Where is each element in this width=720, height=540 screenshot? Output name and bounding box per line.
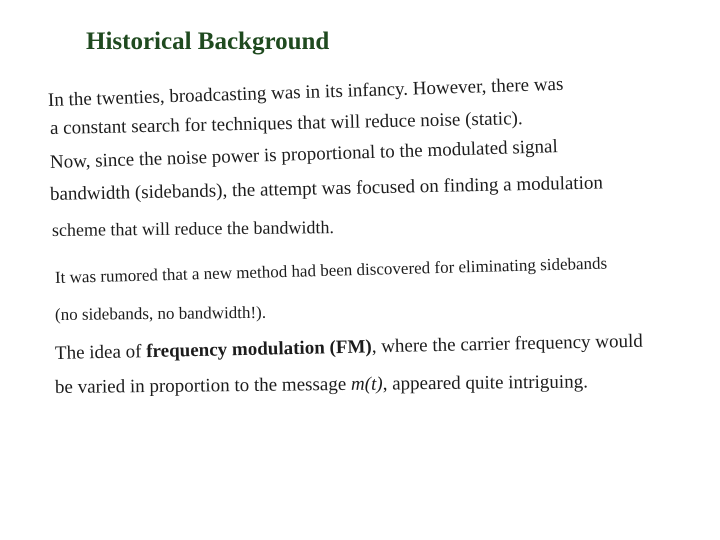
paragraph-4-line-1	[55, 331, 643, 365]
paragraph-2-line-1: Now, since the noise power is proportional to the modulated signal	[49, 136, 559, 173]
paragraph-3-line-2: (no sidebands, no bandwidth!).	[54, 302, 267, 324]
slide-title: Historical Background	[86, 28, 330, 55]
fm-description-text: , where the carrier frequency would	[371, 330, 644, 358]
paragraph-1-line-2: a constant search for techniques that will reduce noise (static).	[49, 108, 523, 139]
fm-intro-text: The idea of	[54, 341, 147, 364]
message-intro-text: be varied in proportion to the message	[54, 373, 352, 398]
message-conclusion-text: , appeared quite intriguing.	[382, 371, 588, 395]
fm-term-bold: frequency modulation (FM)	[146, 336, 372, 363]
paragraph-1-line-1: In the twenties, broadcasting was in its infancy. However, there was	[47, 73, 564, 111]
message-symbol: m(t)	[350, 373, 383, 395]
paragraph-4-line-2	[55, 371, 588, 399]
paragraph-2-line-3: scheme that will reduce the bandwidth.	[51, 217, 335, 240]
paragraph-2-line-2: bandwidth (sidebands), the attempt was focused on finding a modulation	[49, 172, 604, 205]
paragraph-3-line-1: It was rumored that a new method had been discovered for eliminating sidebands	[54, 253, 608, 287]
